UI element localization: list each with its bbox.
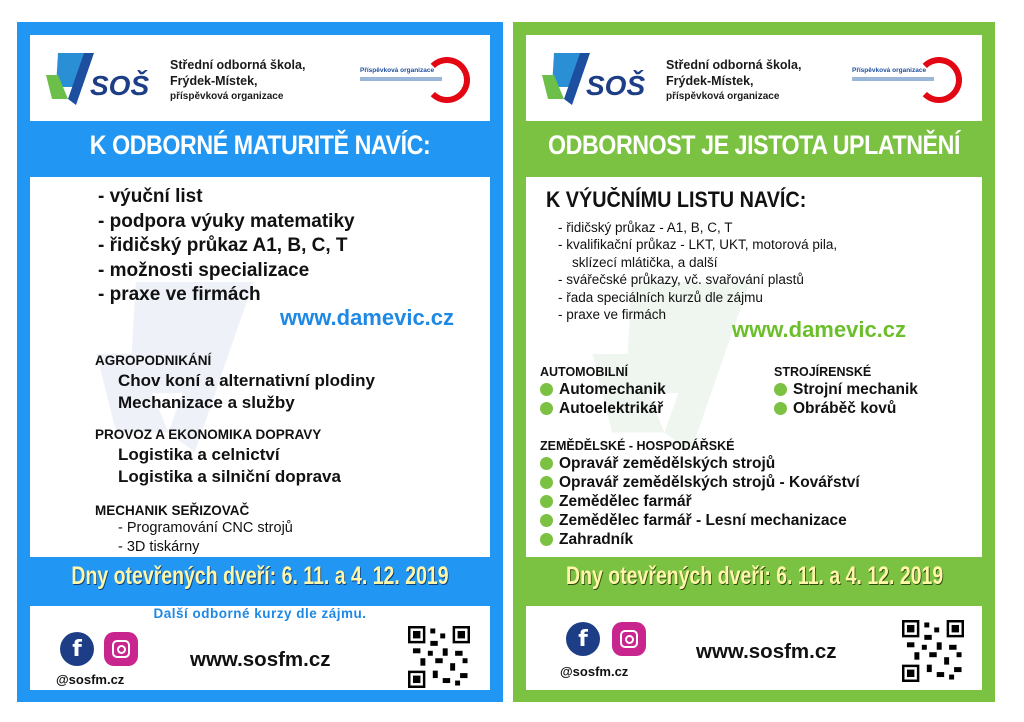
org-badge: Příspěvková organizace [852, 57, 962, 107]
org-badge: Příspěvková organizace [360, 57, 470, 107]
website-link[interactable]: www.sosfm.cz [190, 648, 331, 671]
left-website-link[interactable]: www.damevic.cz [280, 305, 455, 330]
right-footer [526, 606, 982, 690]
left-content [30, 177, 490, 557]
section-items: Logistika a celnictví Logistika a silniční doprava [118, 445, 341, 486]
school-name: Střední odborná škola, Frýdek-Místek, příspěvková organizace [666, 58, 802, 102]
right-title: ODBORNOST JE JISTOTA UPLATNĚNÍ [548, 130, 960, 160]
group-items: Opravář zemědělských strojů Opravář zemědělských strojů - Kovářství Zemědělec farmář Zemědělec farmář - Lesní mechanizace Zahradník [540, 454, 860, 549]
website-link[interactable]: www.sosfm.cz [696, 640, 837, 663]
group-items: Automechanik Autoelektrikář [540, 380, 666, 418]
school-name: Střední odborná škola, Frýdek-Místek, příspěvková organizace [170, 58, 306, 102]
right-list: - řidičský průkaz - A1, B, C, T - kvalifikační průkaz - LKT, UKT, motorová pila, sklízecí mlátička, a další - svářečské průkazy, vč. svařování plastů - řada speciálních kurzů dle zájmu - praxe ve firmách [558, 220, 838, 323]
left-flyer [17, 22, 503, 702]
logo-text: SOŠ [586, 70, 646, 101]
right-subtitle: K VÝUČNÍMU LISTU NAVÍC: [546, 187, 807, 212]
social-handle: @sosfm.cz [560, 664, 629, 679]
facebook-icon[interactable]: f [60, 632, 94, 666]
qr-code-icon[interactable] [902, 620, 964, 682]
right-flyer [513, 22, 995, 702]
section-title: AGROPODNIKÁNÍ [95, 353, 212, 368]
group-title: AUTOMOBILNÍ [540, 365, 628, 379]
section-items: Chov koní a alternativní plodiny Mechanizace a služby [118, 371, 375, 412]
logo-icon [540, 49, 650, 109]
logo-text: SOŠ [90, 70, 150, 101]
left-footer [30, 606, 490, 690]
left-title: K ODBORNÉ MATURITĚ NAVÍC: [89, 130, 431, 160]
group-items: Strojní mechanik Obráběč kovů [774, 380, 918, 418]
right-content [526, 177, 982, 557]
facebook-icon[interactable]: f [566, 622, 600, 656]
section-title: MECHANIK SEŘIZOVAČ [95, 503, 250, 518]
section-title: PROVOZ A EKONOMIKA DOPRAVY [95, 427, 322, 442]
right-open-days: Dny otevřených dveří: 6. 11. a 4. 12. 2019 [566, 562, 944, 590]
instagram-icon[interactable] [104, 632, 138, 666]
qr-code-icon[interactable] [408, 626, 470, 688]
extra-courses: Další odborné kurzy dle zájmu. [153, 606, 367, 621]
left-header [30, 35, 490, 121]
logo-icon [44, 49, 154, 109]
instagram-icon[interactable] [612, 622, 646, 656]
group-title: ZEMĚDĚLSKÉ - HOSPODÁŘSKÉ [540, 439, 735, 453]
group-title: STROJÍRENSKÉ [774, 365, 872, 379]
section-items: - Programování CNC strojů - 3D tiskárny [118, 520, 293, 555]
right-header [526, 35, 982, 121]
left-bullets: - výuční list - podpora výuky matematiky - řidičský průkaz A1, B, C, T - možnosti specializace - praxe ve firmách [98, 186, 355, 305]
left-open-days: Dny otevřených dveří: 6. 11. a 4. 12. 2019 [71, 562, 449, 590]
right-website-link[interactable]: www.damevic.cz [732, 317, 907, 342]
social-handle: @sosfm.cz [56, 672, 125, 687]
